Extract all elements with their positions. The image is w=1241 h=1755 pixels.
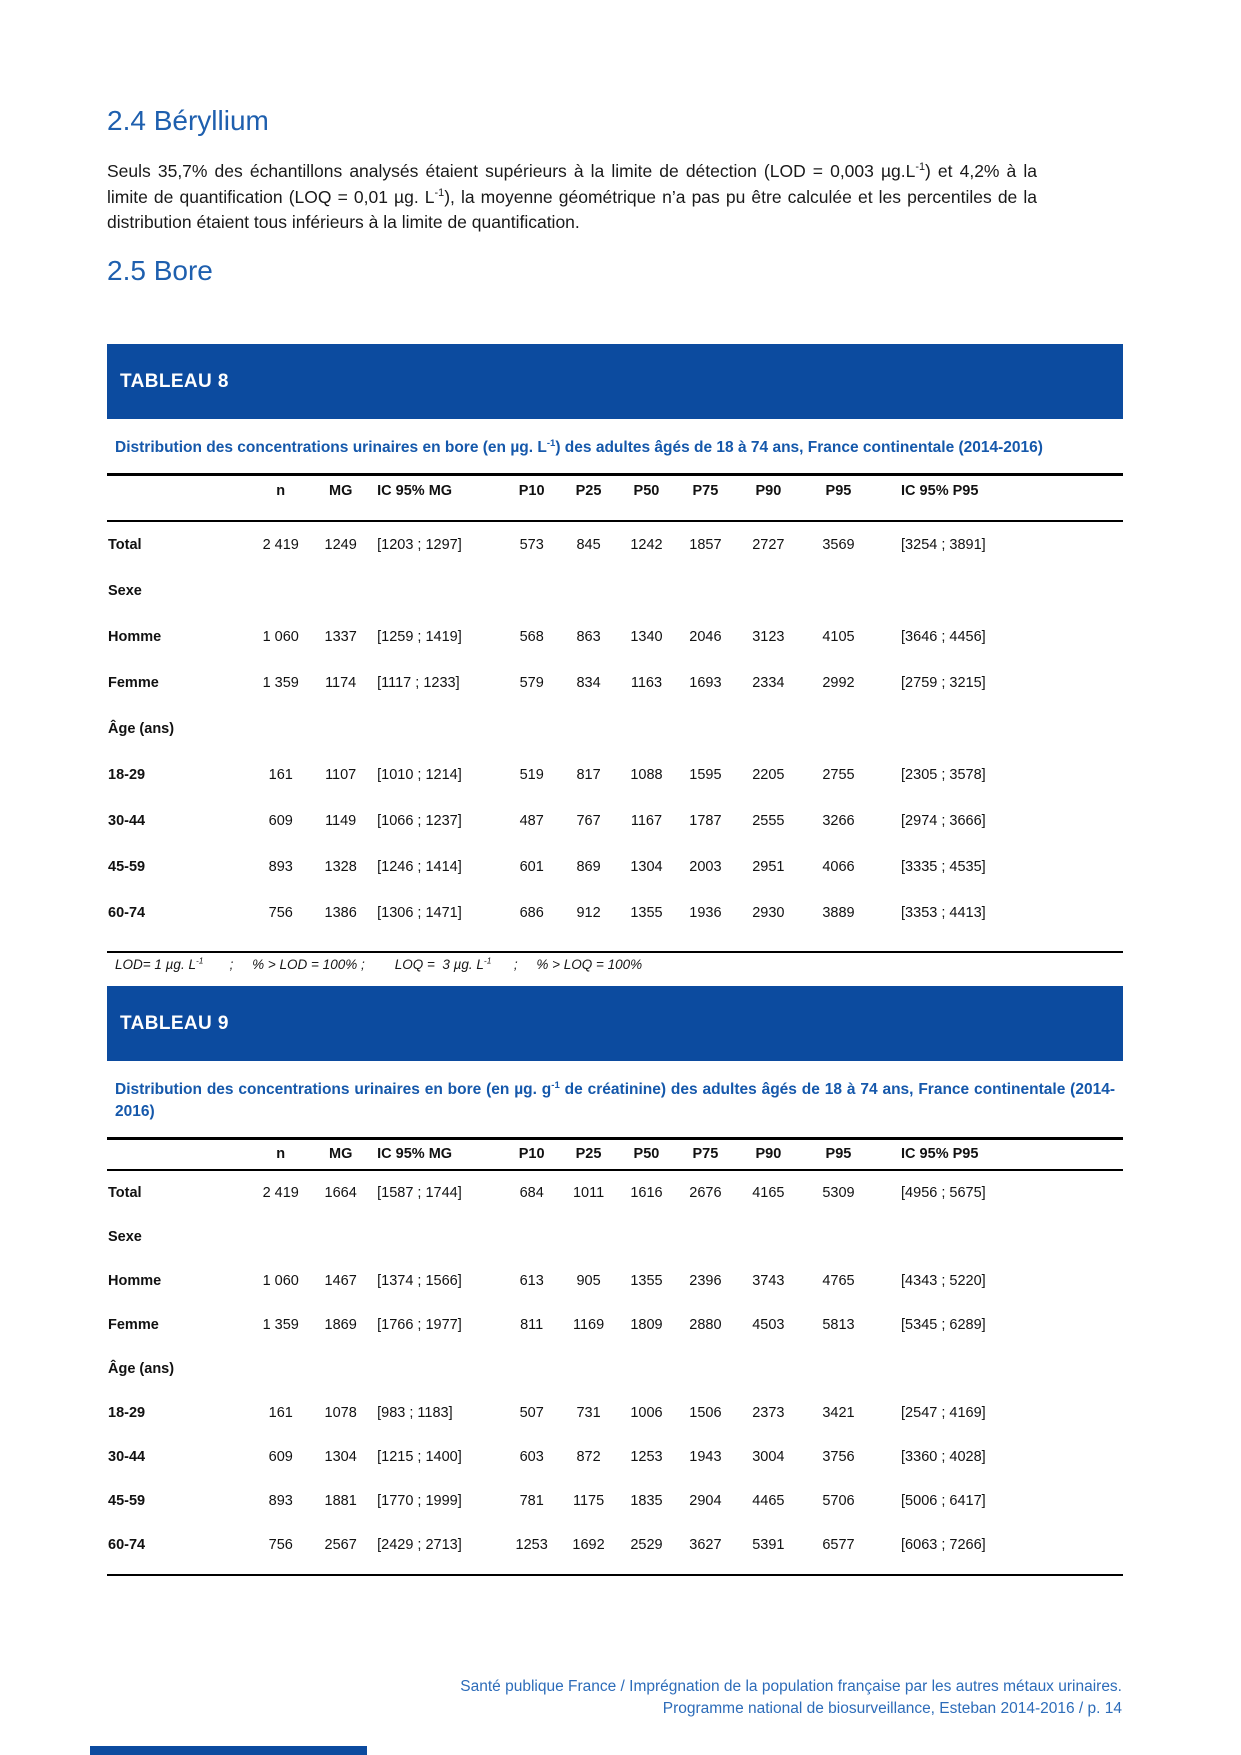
table-cell: 869 bbox=[576, 859, 601, 876]
table-cell: 872 bbox=[576, 1449, 601, 1466]
table-cell bbox=[802, 1215, 875, 1259]
table-cell bbox=[875, 1215, 1123, 1259]
table-cell: 4105 bbox=[822, 629, 855, 646]
table-cell: [2547 ; 4169] bbox=[901, 1405, 986, 1422]
table-cell: 767 bbox=[576, 813, 601, 830]
table-cell: 4165 bbox=[752, 1185, 785, 1202]
table-cell: 863 bbox=[576, 629, 601, 646]
section-heading-bore: 2.5 Bore bbox=[107, 255, 213, 287]
table-cell: [1306 ; 1471] bbox=[377, 905, 462, 922]
tableau-9-banner bbox=[107, 986, 1123, 1061]
table-cell bbox=[312, 1215, 369, 1259]
table-cell: [1010 ; 1214] bbox=[377, 767, 462, 784]
tableau-9-block bbox=[107, 986, 1123, 1576]
table-cell: 609 bbox=[268, 813, 293, 830]
section-heading-beryllium: 2.4 Béryllium bbox=[107, 105, 269, 136]
table-cell: [4956 ; 5675] bbox=[901, 1185, 986, 1202]
table-cell: 5309 bbox=[822, 1185, 855, 1202]
table-cell bbox=[369, 568, 503, 614]
table-cell: 1328 bbox=[324, 859, 357, 876]
table-cell: 756 bbox=[268, 905, 293, 922]
table-cell bbox=[676, 568, 735, 614]
table-cell: 731 bbox=[576, 1405, 601, 1422]
table-cell: 3627 bbox=[689, 1537, 722, 1554]
table-cell: [3254 ; 3891] bbox=[901, 537, 986, 554]
table-cell: 1664 bbox=[324, 1185, 357, 1202]
data-row bbox=[107, 1523, 1123, 1575]
table-cell: 1169 bbox=[572, 1317, 605, 1334]
table-cell bbox=[617, 1215, 676, 1259]
tableau-8-banner bbox=[107, 344, 1123, 419]
row-label: 60-74 bbox=[108, 905, 146, 922]
table-cell: [1259 ; 1419] bbox=[377, 629, 462, 646]
table-cell: 1337 bbox=[324, 629, 357, 646]
superscript: -1 bbox=[483, 955, 492, 966]
group-row bbox=[107, 568, 1123, 614]
group-row bbox=[107, 1347, 1123, 1391]
data-row bbox=[107, 1259, 1123, 1303]
table-cell: 2 419 bbox=[262, 537, 299, 554]
table-cell: 2 419 bbox=[262, 1185, 299, 1202]
table-cell: 2676 bbox=[689, 1185, 722, 1202]
row-label: Femme bbox=[108, 675, 159, 692]
data-row bbox=[107, 660, 1123, 706]
table-cell bbox=[676, 1347, 735, 1391]
row-label: Sexe bbox=[108, 1229, 142, 1246]
row-label: Total bbox=[108, 537, 142, 554]
table-cell: 2003 bbox=[689, 859, 722, 876]
row-label: Femme bbox=[108, 1317, 159, 1334]
footer-band bbox=[90, 1746, 367, 1755]
tableau-8-footnote: LOD= 1 µg. $L^{-1}$ ; % > LOD = 100% ; LOQ = 3 µg. $L^{-1}$ ; % > LOQ = 100% bbox=[115, 955, 643, 973]
column-header-ic-95-mg: IC 95% MG bbox=[369, 1139, 503, 1171]
table-cell bbox=[735, 1215, 802, 1259]
tableau-9-table bbox=[107, 1137, 1123, 1576]
table-cell: 2880 bbox=[689, 1317, 722, 1334]
page-footer-line-2: Programme national de biosurveillance, Esteban 2014-2016 / p. 14 bbox=[662, 1700, 1122, 1717]
table-cell: 1304 bbox=[324, 1449, 357, 1466]
table-cell bbox=[369, 1347, 503, 1391]
table-cell: 2205 bbox=[752, 767, 785, 784]
data-row bbox=[107, 890, 1123, 952]
table-cell: 573 bbox=[519, 537, 544, 554]
table-cell: 1835 bbox=[630, 1493, 663, 1510]
table-cell bbox=[312, 706, 369, 752]
column-header-n: n bbox=[249, 475, 312, 522]
table-cell: 1253 bbox=[515, 1537, 548, 1554]
column-header-p90: P90 bbox=[735, 475, 802, 522]
table-cell: [3335 ; 4535] bbox=[901, 859, 986, 876]
column-header-n: n bbox=[249, 1139, 312, 1171]
column-header-ic-95-p95: IC 95% P95 bbox=[875, 1139, 1123, 1171]
table-cell: 756 bbox=[268, 1537, 293, 1554]
column-header-mg: MG bbox=[312, 475, 369, 522]
table-cell: 686 bbox=[519, 905, 544, 922]
table-cell: [1066 ; 1237] bbox=[377, 813, 462, 830]
row-label: Âge (ans) bbox=[108, 721, 175, 738]
table-cell: [2974 ; 3666] bbox=[901, 813, 986, 830]
table-cell: 4503 bbox=[752, 1317, 785, 1334]
table-cell: [3646 ; 4456] bbox=[901, 629, 986, 646]
tableau-8-header-row bbox=[107, 475, 1123, 522]
table-cell: 1 060 bbox=[262, 1273, 299, 1290]
table-cell: 1011 bbox=[572, 1185, 605, 1202]
table-cell: 507 bbox=[519, 1405, 544, 1422]
table-cell: 2334 bbox=[752, 675, 785, 692]
table-cell bbox=[676, 1215, 735, 1259]
table-cell: 4765 bbox=[822, 1273, 855, 1290]
superscript: -1 bbox=[915, 161, 926, 174]
table-cell: [1203 ; 1297] bbox=[377, 537, 462, 554]
table-cell: 1869 bbox=[324, 1317, 357, 1334]
table-cell: [6063 ; 7266] bbox=[901, 1537, 986, 1554]
table-cell: 1355 bbox=[630, 1273, 663, 1290]
data-row bbox=[107, 521, 1123, 568]
column-header-p50: P50 bbox=[617, 475, 676, 522]
table-cell bbox=[249, 706, 312, 752]
tableau-9-banner-label: TABLEAU 9 bbox=[120, 1012, 229, 1034]
group-row bbox=[107, 1215, 1123, 1259]
data-row bbox=[107, 752, 1123, 798]
table-cell: 1809 bbox=[630, 1317, 663, 1334]
table-cell: 603 bbox=[519, 1449, 544, 1466]
table-cell: 609 bbox=[268, 1449, 293, 1466]
column-header-mg: MG bbox=[312, 1139, 369, 1171]
table-cell: 2567 bbox=[324, 1537, 357, 1554]
table-cell: 2727 bbox=[752, 537, 785, 554]
column-header-empty bbox=[107, 475, 249, 522]
row-label: 30-44 bbox=[108, 813, 146, 830]
table-cell: 1881 bbox=[324, 1493, 357, 1510]
table-cell bbox=[560, 568, 617, 614]
page-content bbox=[107, 0, 1123, 1576]
column-header-p75: P75 bbox=[676, 475, 735, 522]
column-header-p50: P50 bbox=[617, 1139, 676, 1171]
table-cell bbox=[249, 568, 312, 614]
table-cell: 1304 bbox=[630, 859, 663, 876]
data-row bbox=[107, 798, 1123, 844]
table-cell: [1215 ; 1400] bbox=[377, 1449, 462, 1466]
table-cell: 1340 bbox=[630, 629, 663, 646]
table-cell: 2555 bbox=[752, 813, 785, 830]
row-label: 18-29 bbox=[108, 1405, 146, 1422]
table-cell bbox=[369, 1215, 503, 1259]
table-cell: 1355 bbox=[630, 905, 663, 922]
table-cell: 1253 bbox=[630, 1449, 663, 1466]
table-cell bbox=[735, 568, 802, 614]
table-cell bbox=[503, 1347, 560, 1391]
tableau-9-body bbox=[107, 1170, 1123, 1575]
table-cell: [1246 ; 1414] bbox=[377, 859, 462, 876]
column-header-p75: P75 bbox=[676, 1139, 735, 1171]
table-cell: 4465 bbox=[752, 1493, 785, 1510]
table-cell bbox=[735, 1347, 802, 1391]
table-cell: 1386 bbox=[324, 905, 357, 922]
row-label: 45-59 bbox=[108, 859, 146, 876]
table-cell: 2951 bbox=[752, 859, 785, 876]
table-cell: 2529 bbox=[630, 1537, 663, 1554]
table-cell: 161 bbox=[268, 767, 293, 784]
table-cell: 1693 bbox=[689, 675, 722, 692]
table-cell: 1857 bbox=[689, 537, 722, 554]
table-cell: 1787 bbox=[689, 813, 722, 830]
table-cell bbox=[802, 1347, 875, 1391]
table-cell: 3889 bbox=[822, 905, 855, 922]
table-cell bbox=[560, 1347, 617, 1391]
table-cell: [1117 ; 1233] bbox=[377, 675, 460, 692]
table-cell: 1149 bbox=[325, 813, 357, 830]
table-cell bbox=[503, 568, 560, 614]
superscript: -1 bbox=[546, 437, 556, 449]
table-cell bbox=[735, 706, 802, 752]
table-cell: 1595 bbox=[689, 767, 722, 784]
table-cell: 781 bbox=[519, 1493, 544, 1510]
table-cell bbox=[875, 568, 1123, 614]
table-cell: 6577 bbox=[822, 1537, 855, 1554]
table-cell: [2759 ; 3215] bbox=[901, 675, 986, 692]
beryllium-paragraph: Seuls 35,7% des échantillons analysés étaient supérieurs à la limite de détection (LOD = 0,003 $\mu g.L^{-1}$) et 4,2% à la limite de quantification (LOQ = 0,01 µg. $L^{-1}$), la moyenne géométrique n’a pas pu être calculée et les percentiles de la distribution étaient tous inférieurs à la limite de quantification. bbox=[107, 161, 1037, 233]
data-row bbox=[107, 1479, 1123, 1523]
row-label: Sexe bbox=[108, 583, 142, 600]
table-cell: 5813 bbox=[822, 1317, 855, 1334]
table-cell bbox=[676, 706, 735, 752]
table-cell: 893 bbox=[268, 1493, 293, 1510]
table-cell: 1242 bbox=[630, 537, 663, 554]
table-cell: 1006 bbox=[630, 1405, 663, 1422]
table-cell: 817 bbox=[576, 767, 601, 784]
table-cell: 1943 bbox=[689, 1449, 722, 1466]
tableau-8-block bbox=[107, 344, 1123, 972]
table-cell: 3004 bbox=[752, 1449, 785, 1466]
table-cell: [1766 ; 1977] bbox=[377, 1317, 462, 1334]
table-cell: 613 bbox=[519, 1273, 544, 1290]
table-cell bbox=[503, 1215, 560, 1259]
column-header-p10: P10 bbox=[503, 1139, 560, 1171]
table-cell: [1374 ; 1566] bbox=[377, 1273, 462, 1290]
page-footer bbox=[460, 1676, 1122, 1720]
table-cell: [983 ; 1183] bbox=[377, 1405, 453, 1422]
table-cell: 2904 bbox=[689, 1493, 722, 1510]
table-cell bbox=[875, 706, 1123, 752]
table-cell: 1506 bbox=[689, 1405, 722, 1422]
table-cell bbox=[312, 1347, 369, 1391]
table-cell: 1249 bbox=[324, 537, 357, 554]
column-header-p95: P95 bbox=[802, 475, 875, 522]
table-cell bbox=[617, 706, 676, 752]
table-cell: 3123 bbox=[752, 629, 785, 646]
table-cell: 1175 bbox=[572, 1493, 605, 1510]
table-cell bbox=[369, 706, 503, 752]
table-cell: 5706 bbox=[822, 1493, 855, 1510]
table-cell: 1107 bbox=[325, 767, 357, 784]
table-cell: [3353 ; 4413] bbox=[901, 905, 986, 922]
row-label: 18-29 bbox=[108, 767, 146, 784]
table-cell: 684 bbox=[519, 1185, 544, 1202]
table-cell: 2046 bbox=[689, 629, 722, 646]
table-cell: [1770 ; 1999] bbox=[377, 1493, 462, 1510]
table-cell: [2429 ; 2713] bbox=[377, 1537, 462, 1554]
table-cell: 912 bbox=[576, 905, 601, 922]
tableau-8-banner-label: TABLEAU 8 bbox=[120, 370, 229, 392]
table-cell: 3421 bbox=[822, 1405, 855, 1422]
table-cell: 1 060 bbox=[262, 629, 299, 646]
table-cell: [1587 ; 1744] bbox=[377, 1185, 462, 1202]
column-header-p25: P25 bbox=[560, 475, 617, 522]
table-cell: [2305 ; 3578] bbox=[901, 767, 986, 784]
superscript: -1 bbox=[551, 1079, 560, 1091]
table-cell: 3756 bbox=[822, 1449, 855, 1466]
table-cell: 1 359 bbox=[262, 1317, 299, 1334]
column-header-p90: P90 bbox=[735, 1139, 802, 1171]
table-cell: [3360 ; 4028] bbox=[901, 1449, 986, 1466]
table-cell: 1467 bbox=[324, 1273, 357, 1290]
row-label: Homme bbox=[108, 629, 162, 646]
table-cell: 2396 bbox=[689, 1273, 722, 1290]
table-cell: 2373 bbox=[752, 1405, 785, 1422]
table-cell: 4066 bbox=[822, 859, 855, 876]
table-cell bbox=[503, 706, 560, 752]
table-cell: 893 bbox=[268, 859, 293, 876]
table-cell: 1936 bbox=[689, 905, 722, 922]
data-row bbox=[107, 1391, 1123, 1435]
table-cell: 1174 bbox=[325, 675, 357, 692]
table-cell bbox=[802, 706, 875, 752]
table-cell: 3569 bbox=[822, 537, 855, 554]
tableau-9-title: Distribution des concentrations urinaires en bore (en µg. $g^{-1}$ de créatinine) des adultes âgés de 18 à 74 ans, France continentale (2014-2016) bbox=[115, 1079, 1115, 1121]
tableau-8-table bbox=[107, 473, 1123, 953]
table-cell: 905 bbox=[576, 1273, 601, 1290]
table-cell: 834 bbox=[576, 675, 601, 692]
column-header-empty bbox=[107, 1139, 249, 1171]
data-row bbox=[107, 1303, 1123, 1347]
data-row bbox=[107, 844, 1123, 890]
tableau-9-header-row bbox=[107, 1139, 1123, 1171]
table-cell: 5391 bbox=[752, 1537, 785, 1554]
table-cell bbox=[617, 1347, 676, 1391]
table-cell: 1616 bbox=[630, 1185, 663, 1202]
data-row bbox=[107, 1170, 1123, 1215]
table-cell: 579 bbox=[519, 675, 544, 692]
row-label: Total bbox=[108, 1185, 142, 1202]
column-header-p25: P25 bbox=[560, 1139, 617, 1171]
table-cell bbox=[560, 1215, 617, 1259]
table-cell bbox=[249, 1215, 312, 1259]
superscript: -1 bbox=[195, 955, 204, 966]
table-cell: 1692 bbox=[572, 1537, 605, 1554]
page-footer-line-1: Santé publique France / Imprégnation de la population française par les autres métaux urinaires. bbox=[460, 1678, 1122, 1695]
row-label: Âge (ans) bbox=[108, 1361, 175, 1378]
row-label: Homme bbox=[108, 1273, 162, 1290]
data-row bbox=[107, 1435, 1123, 1479]
table-cell: 161 bbox=[268, 1405, 293, 1422]
table-cell bbox=[560, 706, 617, 752]
row-label: 45-59 bbox=[108, 1493, 146, 1510]
table-cell bbox=[312, 568, 369, 614]
table-cell: 2755 bbox=[822, 767, 855, 784]
table-cell: 845 bbox=[576, 537, 601, 554]
table-cell bbox=[802, 568, 875, 614]
row-label: 60-74 bbox=[108, 1537, 146, 1554]
tableau-8-body bbox=[107, 521, 1123, 952]
table-cell: 519 bbox=[519, 767, 544, 784]
table-cell: [5006 ; 6417] bbox=[901, 1493, 986, 1510]
table-cell: 1167 bbox=[630, 813, 663, 830]
table-cell: [4343 ; 5220] bbox=[901, 1273, 986, 1290]
table-cell bbox=[617, 568, 676, 614]
column-header-p95: P95 bbox=[802, 1139, 875, 1171]
table-cell: 3743 bbox=[752, 1273, 785, 1290]
tableau-8-title: Distribution des concentrations urinaires en bore (en µg. $L^{-1}$) des adultes âgés de 18 à 74 ans, France continentale (2014-2016) bbox=[115, 437, 1043, 457]
table-cell: 487 bbox=[519, 813, 544, 830]
superscript: -1 bbox=[434, 186, 445, 199]
table-cell: 1078 bbox=[324, 1405, 357, 1422]
row-label: 30-44 bbox=[108, 1449, 146, 1466]
table-cell: 2992 bbox=[822, 675, 855, 692]
table-cell: 811 bbox=[520, 1317, 544, 1334]
group-row bbox=[107, 706, 1123, 752]
data-row bbox=[107, 614, 1123, 660]
column-header-ic-95-mg: IC 95% MG bbox=[369, 475, 503, 522]
table-cell: [5345 ; 6289] bbox=[901, 1317, 986, 1334]
table-cell bbox=[875, 1347, 1123, 1391]
table-cell: 1 359 bbox=[262, 675, 299, 692]
column-header-ic-95-p95: IC 95% P95 bbox=[875, 475, 1123, 522]
table-cell: 2930 bbox=[752, 905, 785, 922]
table-cell: 601 bbox=[519, 859, 544, 876]
table-cell: 1088 bbox=[630, 767, 663, 784]
table-cell: 1163 bbox=[630, 675, 663, 692]
column-header-p10: P10 bbox=[503, 475, 560, 522]
table-cell: 3266 bbox=[822, 813, 855, 830]
table-cell: 568 bbox=[519, 629, 544, 646]
table-cell bbox=[249, 1347, 312, 1391]
